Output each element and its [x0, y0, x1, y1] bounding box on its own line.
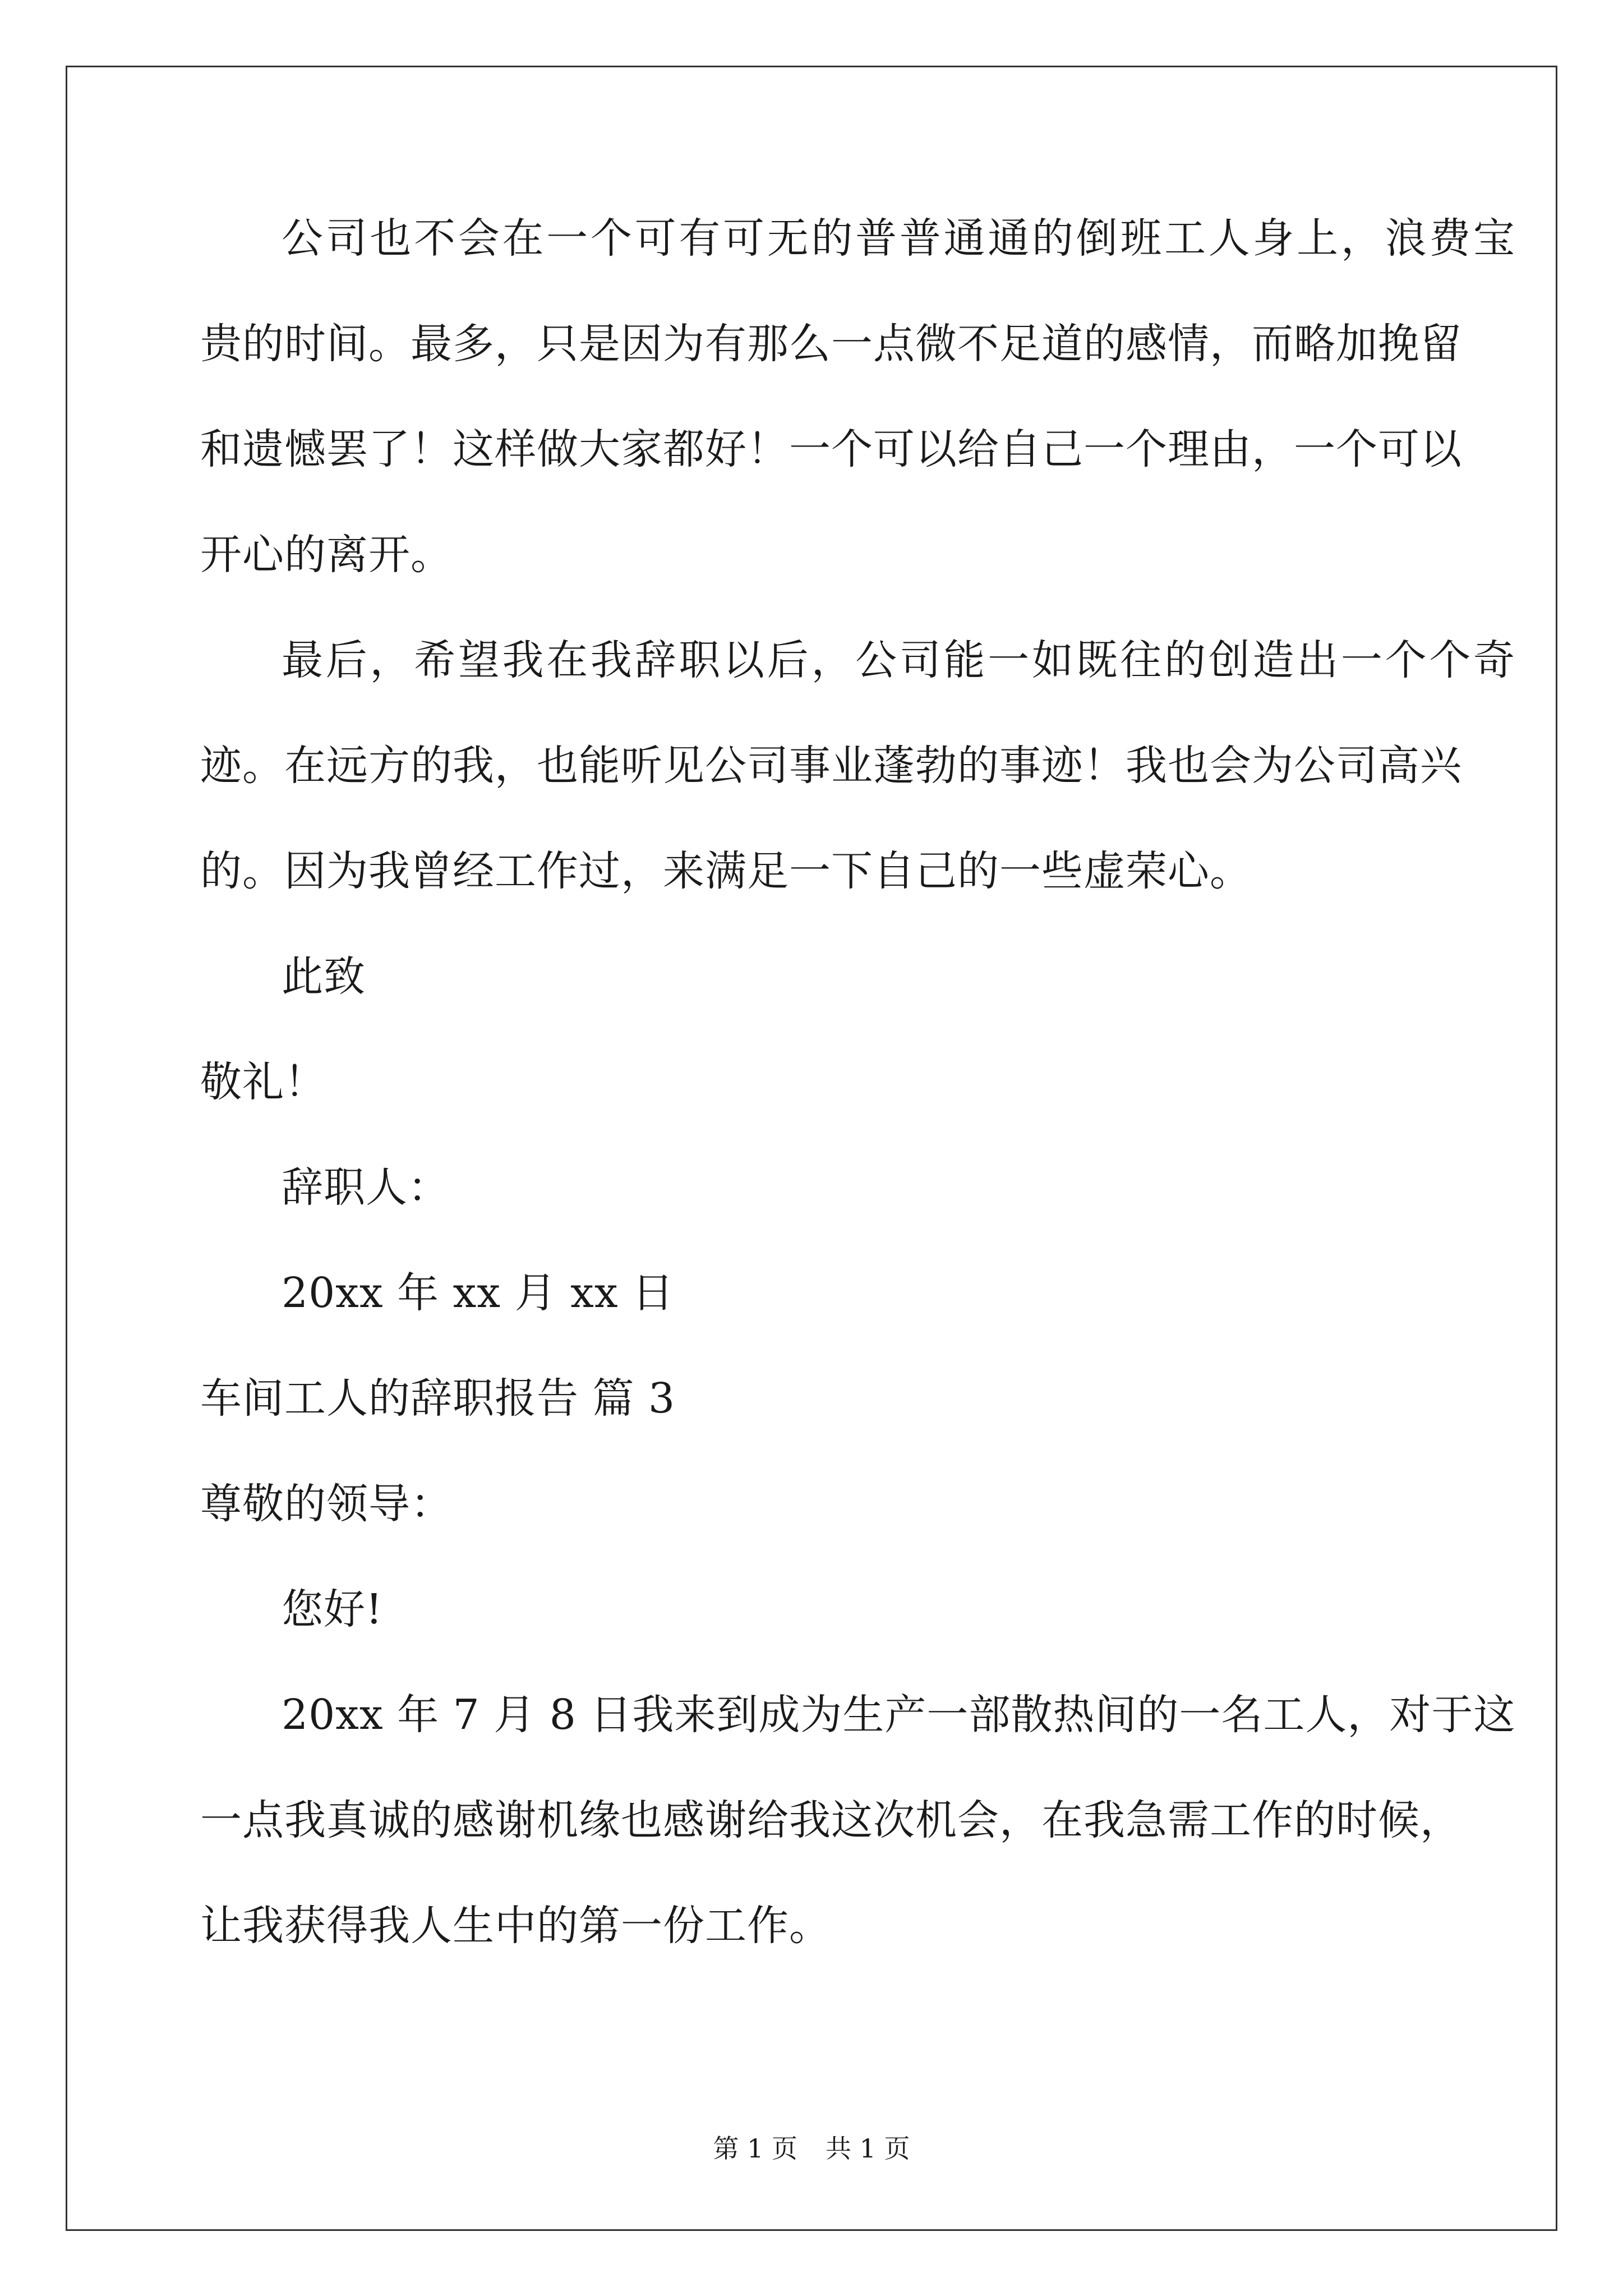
paragraph-line: 迹。在远方的我，也能听见公司事业蓬勃的事迹！我也会为公司高兴	[200, 742, 1462, 790]
paragraph-line: 的。因为我曾经工作过，来满足一下自己的一些虚荣心。	[200, 847, 1252, 895]
paragraph-line: 开心的离开。	[200, 531, 453, 579]
document-body	[200, 214, 1516, 2009]
paragraph-line: 一点我真诚的感谢机缘也感谢给我这次机会，在我急需工作的时候，	[200, 1796, 1462, 1844]
paragraph-line: 公司也不会在一个可有可无的普普通通的倒班工人身上，浪费宝	[282, 214, 1515, 263]
section-title: 车间工人的辞职报告 篇 3	[200, 1374, 676, 1423]
paragraph-line: 贵的时间。最多，只是因为有那么一点微不足道的感情，而略加挽留	[200, 320, 1462, 368]
paragraph-line: 和遗憾罢了！这样做大家都好！一个可以给自己一个理由，一个可以	[200, 425, 1462, 473]
closing-respect: 敬礼！	[200, 1058, 326, 1106]
paragraph-line: 让我获得我人生中的第一份工作。	[200, 1902, 831, 1950]
signature-date: 20xx 年 xx 月 xx 日	[282, 1269, 675, 1317]
paragraph-line: 20xx 年 7 月 8 日我来到成为生产一部散热间的一名工人，对于这	[282, 1691, 1516, 1739]
page-footer	[0, 2134, 1623, 2162]
paragraph-line: 最后，希望我在我辞职以后，公司能一如既往的创造出一个个奇	[282, 636, 1515, 684]
closing-salutation: 此致	[282, 953, 366, 1001]
signature-label: 辞职人：	[282, 1163, 450, 1212]
page-number: 第 1 页	[713, 2133, 797, 2164]
letter-hello: 您好!	[282, 1585, 383, 1634]
letter-greeting: 尊敬的领导：	[200, 1480, 453, 1528]
page-total: 共 1 页	[826, 2133, 910, 2164]
